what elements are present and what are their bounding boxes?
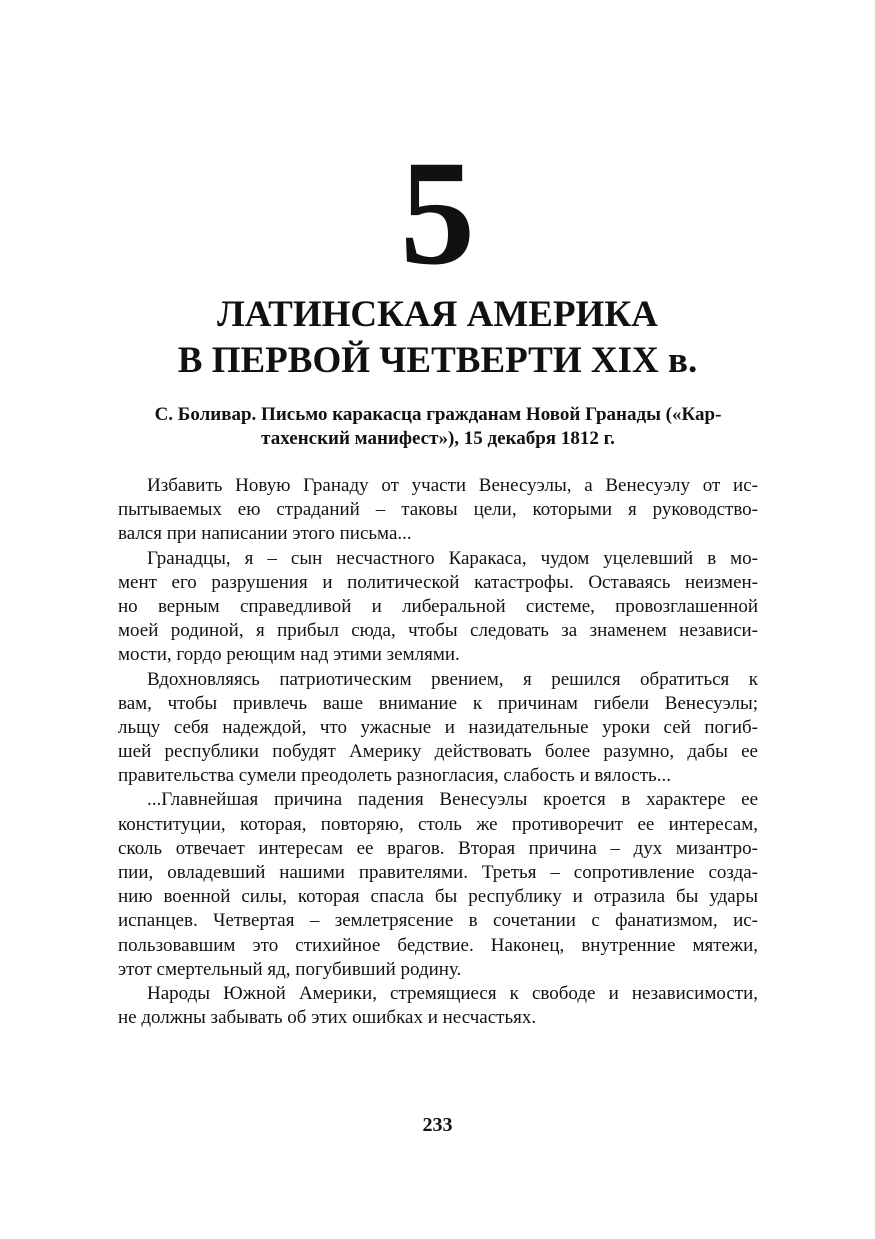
paragraph-line: пии, овладевший нашими правителями. Третья – сопротивление созда- xyxy=(118,862,758,883)
paragraph-line: вам, чтобы привлечь ваше внимание к причинам гибели Венесуэлы; xyxy=(118,692,758,714)
paragraph-line: вался при написании этого письма... xyxy=(118,523,412,545)
paragraph xyxy=(118,547,758,668)
paragraph xyxy=(118,668,758,789)
paragraph-line: мости, гордо реющим над этими землями. xyxy=(118,644,460,666)
paragraph-line: Народы Южной Америки, стремящиеся к свободе и независимости, xyxy=(147,982,758,1004)
document-heading xyxy=(118,403,758,451)
paragraph-line: сколь отвечает интересам ее врагов. Вторая причина – дух мизантро- xyxy=(118,837,758,859)
paragraph-line: этот смертельный яд, погубивший родину. xyxy=(118,958,462,980)
chapter-title-line: ЛАТИНСКАЯ АМЕРИКА xyxy=(217,294,658,335)
paragraph-line: пользовавшим это стихийное бедствие. Наконец, внутренние мятежи, xyxy=(118,934,758,956)
paragraph-line: пытываемых ею страданий – таковы цели, которыми я руководство- xyxy=(118,499,758,521)
paragraph-line: правительства сумели преодолеть разногласия, слабость и вялость... xyxy=(118,765,671,787)
paragraph-line: Избавить Новую Гранаду от участи Венесуэлы, а Венесуэлу от ис- xyxy=(147,475,758,496)
paragraph-line: нию военной силы, которая спасла бы республику и отразила бы удары xyxy=(118,886,758,908)
paragraph-line: Вдохновляясь патриотическим рвением, я решился обратиться к xyxy=(147,668,758,690)
paragraph-line: шей республики побудят Америку действовать более разумно, дабы ее xyxy=(118,741,758,763)
document-heading-line: тахенский манифест»), 15 декабря 1812 г. xyxy=(261,428,615,449)
paragraph-line: испанцев. Четвертая – землетрясение в сочетании с фанатизмом, ис- xyxy=(118,910,758,932)
chapter-title-line: В ПЕРВОЙ ЧЕТВЕРТИ XIX в. xyxy=(177,340,698,381)
paragraph-line: не должны забывать об этих ошибках и несчастьях. xyxy=(118,1007,537,1029)
chapter-title xyxy=(60,292,815,384)
paragraph-line: ...Главнейшая причина падения Венесуэлы кроется в характере ее xyxy=(147,789,758,811)
paragraph xyxy=(118,788,758,982)
paragraph-line: льщу себя надеждой, что ужасные и назидательные уроки сей погиб- xyxy=(118,716,758,738)
paragraph-line: мент его разрушения и политической катастрофы. Оставаясь неизмен- xyxy=(118,571,758,593)
paragraph-line: но верным справедливой и либеральной системе, провозглашенной xyxy=(118,595,758,617)
chapter-number: 5 xyxy=(400,130,475,296)
document-heading-line: С. Боливар. Письмо каракасца гражданам Новой Гранады («Кар- xyxy=(154,404,722,425)
body-text xyxy=(118,474,758,1030)
paragraph xyxy=(118,982,758,1030)
paragraph-line: конституции, которая, повторяю, столь же противоречит ее интересам, xyxy=(118,813,758,835)
page-number: 233 xyxy=(422,1114,453,1136)
paragraph-line: моей родиной, я прибыл сюда, чтобы следовать за знаменем независи- xyxy=(118,620,758,642)
paragraph-line: Гранадцы, я – сын несчастного Каракаса, чудом уцелевший в мо- xyxy=(147,547,758,569)
paragraph xyxy=(118,474,758,547)
